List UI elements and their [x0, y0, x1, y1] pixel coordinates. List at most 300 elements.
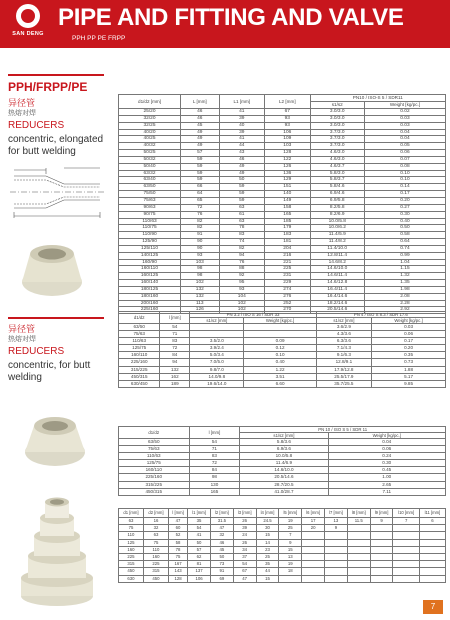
table-cell: 132 — [181, 286, 219, 293]
table-cell: 24.5 — [256, 518, 279, 525]
table-cell: 5.8/4.6 — [310, 184, 364, 191]
table-row — [119, 546, 446, 553]
table-cell: 19.6/14.0 — [190, 380, 244, 387]
table-cell: 0.06 — [364, 150, 445, 157]
company-logo — [8, 4, 48, 44]
table-cell: 12.8/11.4 — [310, 252, 364, 259]
col-header-group: PN 4 / ISO S 8.3 / SDR 17.6 — [316, 312, 445, 318]
table-cell: 1.32 — [364, 273, 445, 280]
table-cell: 110/63 — [119, 338, 160, 345]
table-cell: 9 — [279, 539, 302, 546]
table-cell: 34 — [233, 546, 256, 553]
table-cell: 110 — [143, 546, 168, 553]
table-cell: 0.24 — [328, 453, 446, 460]
table-cell: 50/32 — [119, 156, 181, 163]
table-cell: 98 — [189, 474, 240, 481]
table-cell: 63 — [219, 204, 265, 211]
table-cell: 93 — [219, 286, 265, 293]
table-cell — [419, 539, 445, 546]
table-cell: 44 — [219, 143, 265, 150]
table-cell: 0.74 — [364, 245, 445, 252]
table-cell: 102 — [219, 307, 265, 314]
table-cell: 17 — [302, 518, 325, 525]
table-cell: 0.04 — [364, 129, 445, 136]
table-cell: 103 — [181, 259, 219, 266]
col-header: d1 [mm] — [119, 509, 144, 518]
table-cell: 0.58 — [364, 232, 445, 239]
table-cell: 39 — [219, 129, 265, 136]
table-cell: 26 — [233, 539, 256, 546]
table-cell: 103 — [265, 143, 311, 150]
table-cell: 110/63 — [119, 453, 190, 460]
table-cell: 450/315 — [119, 373, 160, 380]
table-cell: 74 — [219, 239, 265, 246]
table-cell: 93 — [265, 122, 311, 129]
table-cell: 72 — [189, 460, 240, 467]
reducer-stepped-photo — [14, 486, 100, 608]
table-cell — [244, 324, 316, 331]
col-header: s1/s2 [mm] — [190, 318, 244, 324]
table-cell: 73 — [210, 561, 233, 568]
table-cell: 18.2/14.6 — [310, 300, 364, 307]
table-cell: 231 — [265, 273, 311, 280]
table-row — [119, 286, 446, 293]
table-cell — [347, 525, 370, 532]
table-row — [119, 136, 446, 143]
table-cell: 14.6/12.8 — [310, 280, 364, 287]
col-header: Weight [kg/pc.] — [244, 318, 316, 324]
table-cell: 3.51 — [244, 373, 316, 380]
table-cell: 61 — [219, 211, 265, 218]
table-cell: 90 — [181, 239, 219, 246]
table-cell: 315 — [119, 561, 144, 568]
table-row — [119, 554, 446, 561]
table-cell: 32 — [210, 532, 233, 539]
table-cell: 6 — [419, 518, 445, 525]
table-row — [119, 252, 446, 259]
table-cell: 32/25 — [119, 122, 181, 129]
table-cell: 39 — [219, 115, 265, 122]
table-cell: 2.28 — [364, 300, 445, 307]
table-cell — [393, 525, 419, 532]
table-cell: 44 — [256, 568, 279, 575]
col-header: Weight [kg/pc.] — [328, 433, 446, 439]
table-cell — [370, 539, 393, 546]
table-cell: 180/125 — [119, 286, 181, 293]
table-cell: 71 — [160, 331, 190, 338]
table-cell: 0.99 — [364, 252, 445, 259]
reducer-drawing — [6, 162, 108, 222]
table-cell: 13 — [279, 554, 302, 561]
table-cell: 14.6/8.2 — [310, 259, 364, 266]
table-cell: 50 — [210, 554, 233, 561]
table-cell: 274 — [265, 286, 311, 293]
table-cell — [302, 532, 325, 539]
table-cell: 0.35 — [372, 352, 446, 359]
table-row — [119, 266, 446, 273]
col-header: l3 [mm] — [233, 509, 256, 518]
table-cell: 82 — [181, 225, 219, 232]
col-header-group: PN10 / ISO-S 5 / SDR11 — [310, 95, 445, 102]
table-cell — [419, 525, 445, 532]
table-cell — [302, 561, 325, 568]
table-cell — [370, 561, 393, 568]
table-cell — [302, 539, 325, 546]
table-cell: 20.5/14.6 — [240, 474, 328, 481]
table-cell: 132 — [160, 366, 190, 373]
table-cell: 1.00 — [328, 474, 446, 481]
table-cell: 49 — [181, 129, 219, 136]
table-cell: 9 — [370, 518, 393, 525]
table-cell: 160/110 — [119, 467, 190, 474]
table-cell: 3.7/3.0 — [310, 136, 364, 143]
table-row — [119, 345, 446, 352]
table-cell: 59 — [181, 177, 219, 184]
table-row — [119, 109, 446, 116]
table-cell: 0.06 — [372, 331, 446, 338]
table-cell: 59 — [219, 184, 265, 191]
table-cell: 630/450 — [119, 380, 160, 387]
table-cell: 185 — [265, 218, 311, 225]
table-cell: 104 — [219, 293, 265, 300]
table-cell: 140/125 — [119, 252, 181, 259]
table-cell: 2.92 — [364, 307, 445, 314]
table-cell: 0.12 — [244, 345, 316, 352]
table-row — [119, 439, 446, 446]
col-header: d1/d2 — [119, 312, 160, 324]
table-cell: 0.03 — [364, 115, 445, 122]
table-cell: 26 — [233, 518, 256, 525]
table-cell: 50/25 — [119, 150, 181, 157]
table-cell: 5.8/3.7 — [310, 177, 364, 184]
table-cell: 50/40 — [119, 163, 181, 170]
table-cell — [325, 554, 348, 561]
table-cell: 63 — [219, 218, 265, 225]
table-row — [119, 446, 446, 453]
table-cell: 0.05 — [364, 143, 445, 150]
table-cell: 270 — [265, 307, 311, 314]
table-cell: 16 — [143, 518, 168, 525]
table-cell: 59 — [181, 156, 219, 163]
table-cell: 0.03 — [372, 324, 446, 331]
table-cell — [419, 561, 445, 568]
table-cell: 128 — [168, 575, 187, 582]
table-cell: 83 — [219, 232, 265, 239]
col-header: l6 [mm] — [302, 509, 325, 518]
table-cell: 225/160 — [119, 307, 181, 314]
table-cell: 7.1/4.3 — [316, 345, 371, 352]
table-elongated-reducers — [118, 94, 446, 314]
table-cell: 78 — [219, 225, 265, 232]
table-cell: 0.45 — [328, 467, 446, 474]
col-header: L1 [mm] — [219, 95, 265, 109]
table-row — [119, 156, 446, 163]
col-header: l11 [mm] — [419, 509, 445, 518]
table-cell: 41 — [219, 109, 265, 116]
table-cell: 221 — [265, 259, 311, 266]
page-subtitle: PPH PP PE FRPP — [72, 35, 126, 42]
table-cell: 0.73 — [372, 359, 446, 366]
table-cell: 63/50 — [119, 324, 160, 331]
table-cell: 71 — [189, 446, 240, 453]
table-cell: 83 — [160, 338, 190, 345]
table-row — [119, 352, 446, 359]
col-header: l8 [mm] — [347, 509, 370, 518]
table-row — [119, 232, 446, 239]
table-cell — [347, 532, 370, 539]
table-cell: 225 — [119, 554, 144, 561]
table-cell: 54 — [233, 561, 256, 568]
table-cell — [302, 575, 325, 582]
table-row — [119, 239, 446, 246]
table-stepped-reducers — [118, 508, 446, 583]
table-cell: 59 — [181, 170, 219, 177]
table-row — [119, 204, 446, 211]
table-cell: 59 — [219, 191, 265, 198]
table-cell: 32/20 — [119, 115, 181, 122]
table-cell: 57 — [181, 150, 219, 157]
table-cell: 6.60 — [244, 380, 316, 387]
table-cell: 160 — [143, 554, 168, 561]
table-cell: 49 — [219, 163, 265, 170]
table-cell: 19 — [279, 518, 302, 525]
table-cell: 46 — [181, 115, 219, 122]
table-cell: 88 — [219, 266, 265, 273]
table-cell: 35 — [188, 518, 211, 525]
table-cell: 40/20 — [119, 129, 181, 136]
section2-cn-title: 异径管 — [8, 324, 36, 334]
table-cell: 167 — [168, 561, 187, 568]
table-cell: 204 — [265, 245, 311, 252]
table-cell: 160/110 — [119, 266, 181, 273]
table-cell: 126 — [265, 163, 311, 170]
table-cell: 0.06 — [328, 446, 446, 453]
table-cell: 90/63 — [119, 204, 181, 211]
table-cell: 160 — [119, 546, 144, 553]
table-row — [119, 467, 446, 474]
table-cell — [419, 532, 445, 539]
col-header: L [mm] — [181, 95, 219, 109]
table-row — [119, 122, 446, 129]
section2-desc: concentric, for butt welding — [8, 360, 91, 383]
table-cell: 3.6/2.9 — [316, 324, 371, 331]
table-cell: 7.11 — [328, 488, 446, 495]
table-cell: 102 — [181, 280, 219, 287]
table-cell: 11.5 — [347, 518, 370, 525]
table-cell: 49 — [181, 143, 219, 150]
table-cell: 3.5/2.0 — [190, 338, 244, 345]
table-cell: 4.6/3.0 — [310, 150, 364, 157]
table-cell: 64 — [181, 191, 219, 198]
table-cell: 65 — [181, 197, 219, 204]
table-cell — [302, 554, 325, 561]
table-cell: 225 — [265, 266, 311, 273]
table-cell: 7 — [393, 518, 419, 525]
table-cell — [370, 525, 393, 532]
table-row — [119, 170, 446, 177]
table-cell: 11.4/8.2 — [310, 239, 364, 246]
table-cell: 75 — [119, 525, 144, 532]
table-cell: 81 — [188, 561, 211, 568]
table-cell: 18 — [279, 568, 302, 575]
section-title: PPH/FRPP/PE — [8, 80, 88, 94]
table-row — [119, 460, 446, 467]
table-row — [119, 259, 446, 266]
table-cell: 102 — [219, 300, 265, 307]
table-cell: 225 — [143, 561, 168, 568]
table-cell — [419, 575, 445, 582]
table-row — [119, 115, 446, 122]
table-row — [119, 143, 446, 150]
col-header: s1/s2 [mm] — [240, 433, 328, 439]
table-cell: 30 — [256, 525, 279, 532]
table-cell: 106 — [265, 129, 311, 136]
table-cell: 14.6/11.4 — [310, 273, 364, 280]
col-header: l2 [mm] — [210, 509, 233, 518]
table-cell: 0.17 — [372, 338, 446, 345]
col-header: s1/s2 [mm] — [316, 318, 371, 324]
table-cell: 25 — [256, 554, 279, 561]
table-cell: 94 — [219, 252, 265, 259]
table-cell: 106 — [188, 575, 211, 582]
table-cell: 25/20 — [119, 109, 181, 116]
section2-name: REDUCERS — [8, 346, 65, 357]
table-cell — [302, 568, 325, 575]
table-cell: 7 — [279, 532, 302, 539]
col-header: l7 [mm] — [325, 509, 348, 518]
table-cell — [190, 331, 244, 338]
table-cell: 63/40 — [119, 177, 181, 184]
table-cell: 14.6/10.0 — [310, 266, 364, 273]
table-row — [119, 338, 446, 345]
table-cell: 16.4/14.6 — [310, 293, 364, 300]
table-cell: 113 — [181, 300, 219, 307]
table-cell: 6.9/5.8 — [310, 197, 364, 204]
table-cell: 84 — [189, 467, 240, 474]
table-concentric-reducers-pn32 — [118, 311, 446, 388]
table-cell: 78 — [168, 546, 187, 553]
table-cell: 47 — [210, 525, 233, 532]
table-cell: 59 — [219, 197, 265, 204]
table-cell: 6.9/4.6 — [310, 191, 364, 198]
table-cell: 41 — [188, 532, 211, 539]
table-cell: 91 — [210, 568, 233, 575]
table-cell: 40/25 — [119, 136, 181, 143]
table-cell — [370, 568, 393, 575]
col-header: l [mm] — [168, 509, 187, 518]
table-cell: 180/160 — [119, 293, 181, 300]
table-cell: 10.0/6.2 — [310, 225, 364, 232]
table-cell: 0.17 — [364, 191, 445, 198]
table-cell: 63/50 — [119, 184, 181, 191]
table-row — [119, 300, 446, 307]
reducer-elongated-photo — [14, 232, 100, 300]
table-cell: 67 — [233, 568, 256, 575]
table-cell — [190, 324, 244, 331]
col-header: Weight [kg/pc.] — [364, 102, 445, 109]
table-cell: 128 — [265, 150, 311, 157]
table-row — [119, 518, 446, 525]
table-cell: 200/160 — [119, 300, 181, 307]
table-cell — [302, 546, 325, 553]
table-cell — [370, 532, 393, 539]
table-cell: 75/50 — [119, 191, 181, 198]
table-row — [119, 245, 446, 252]
col-header: Weight [kg/pc.] — [372, 318, 446, 324]
table-cell: 41 — [219, 136, 265, 143]
table-cell: 40 — [219, 122, 265, 129]
table-cell: 0.20 — [364, 197, 445, 204]
table-cell: 20 — [302, 525, 325, 532]
table-cell: 160/110 — [119, 352, 160, 359]
table-row — [119, 575, 446, 582]
table-cell: 4.6/3.7 — [310, 163, 364, 170]
table-cell: 60 — [168, 525, 187, 532]
table-cell: 160/90 — [119, 259, 181, 266]
table-row — [119, 273, 446, 280]
table-row — [119, 280, 446, 287]
table-cell: 6.9/3.6 — [240, 446, 328, 453]
table-cell: 7.0/5.0 — [190, 359, 244, 366]
section1-name: REDUCERS — [8, 120, 65, 131]
table-cell: 47 — [233, 575, 256, 582]
table-cell: 28.7/20.5 — [240, 481, 328, 488]
table-cell: 0.04 — [364, 136, 445, 143]
table-cell: 1.98 — [364, 286, 445, 293]
table-cell: 15 — [279, 546, 302, 553]
table-cell: 83 — [189, 453, 240, 460]
table-cell: 32 — [143, 525, 168, 532]
table-cell: 179 — [265, 225, 311, 232]
table-cell: 0.09 — [244, 338, 316, 345]
logo-mark-icon — [16, 4, 40, 28]
table-cell: 5.17 — [372, 373, 446, 380]
table-row — [119, 225, 446, 232]
table-cell: 3.0/3.0 — [310, 115, 364, 122]
table-cell — [347, 575, 370, 582]
table-cell: 92 — [219, 273, 265, 280]
col-header: l10 [mm] — [393, 509, 419, 518]
table-cell: 151 — [265, 184, 311, 191]
col-header: L2 [mm] — [265, 95, 311, 109]
table-cell: 40/32 — [119, 143, 181, 150]
table-cell — [325, 532, 348, 539]
page-header — [0, 0, 450, 48]
table-cell: 137 — [188, 568, 211, 575]
table-cell: 54 — [188, 525, 211, 532]
table-row — [119, 525, 446, 532]
table-cell: 0.02 — [364, 109, 445, 116]
table-cell — [347, 568, 370, 575]
table-cell: 57 — [188, 546, 211, 553]
table-row — [119, 568, 446, 575]
section-divider — [8, 317, 104, 319]
table-cell — [419, 568, 445, 575]
table-cell: 0.10 — [244, 352, 316, 359]
table-row — [119, 177, 446, 184]
table-cell — [393, 575, 419, 582]
page-title: PIPE AND FITTING AND VALVE — [58, 4, 404, 31]
table-cell: 12.8/9.1 — [316, 359, 371, 366]
table-cell: 1.04 — [364, 259, 445, 266]
table-cell: 129 — [265, 177, 311, 184]
table-row — [119, 184, 446, 191]
table-cell: 5.8/3.6 — [240, 439, 328, 446]
table-cell: 1.22 — [244, 366, 316, 373]
table-cell: 0.50 — [364, 225, 445, 232]
table-row — [119, 453, 446, 460]
table-cell: 62 — [188, 554, 211, 561]
